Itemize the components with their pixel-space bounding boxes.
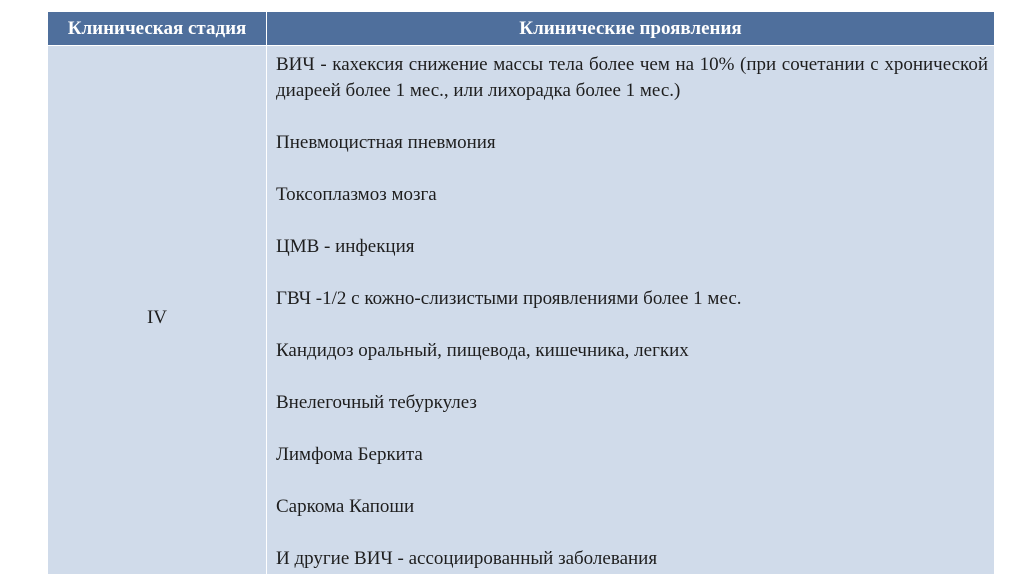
manifestation-item: Токсоплазмоз мозга	[276, 184, 437, 205]
stage-cell: IV	[146, 307, 168, 328]
table-header-row	[48, 12, 994, 45]
manifestation-item: Саркома Капоши	[276, 496, 415, 517]
manifestation-item: Лимфома Беркита	[276, 444, 423, 465]
manifestation-item: Пневмоцистная пневмония	[276, 132, 496, 153]
manifestation-item: И другие ВИЧ - ассоциированный заболевания	[276, 548, 658, 569]
header-clinical-stage: Клиническая стадия	[67, 18, 247, 39]
manifestation-item: Кандидоз оральный, пищевода, кишечника, легких	[276, 340, 689, 361]
manifestation-item: ЦМВ - инфекция	[276, 236, 415, 257]
clinical-stage-table	[48, 12, 994, 574]
manifestations-list	[276, 52, 988, 574]
header-clinical-manifestations: Клинические проявления	[519, 18, 742, 39]
manifestation-item: ВИЧ - кахексия снижение массы тела более чем на 10% (при сочетании с хронической диареей более 1 мес., или лихорадка более 1 мес.)	[276, 54, 988, 101]
header-divider	[48, 45, 994, 46]
manifestation-item: ГВЧ -1/2 с кожно-слизистыми проявлениями более 1 мес.	[276, 288, 742, 309]
manifestation-item: Внелегочный тебуркулез	[276, 392, 477, 413]
column-divider	[266, 12, 267, 574]
